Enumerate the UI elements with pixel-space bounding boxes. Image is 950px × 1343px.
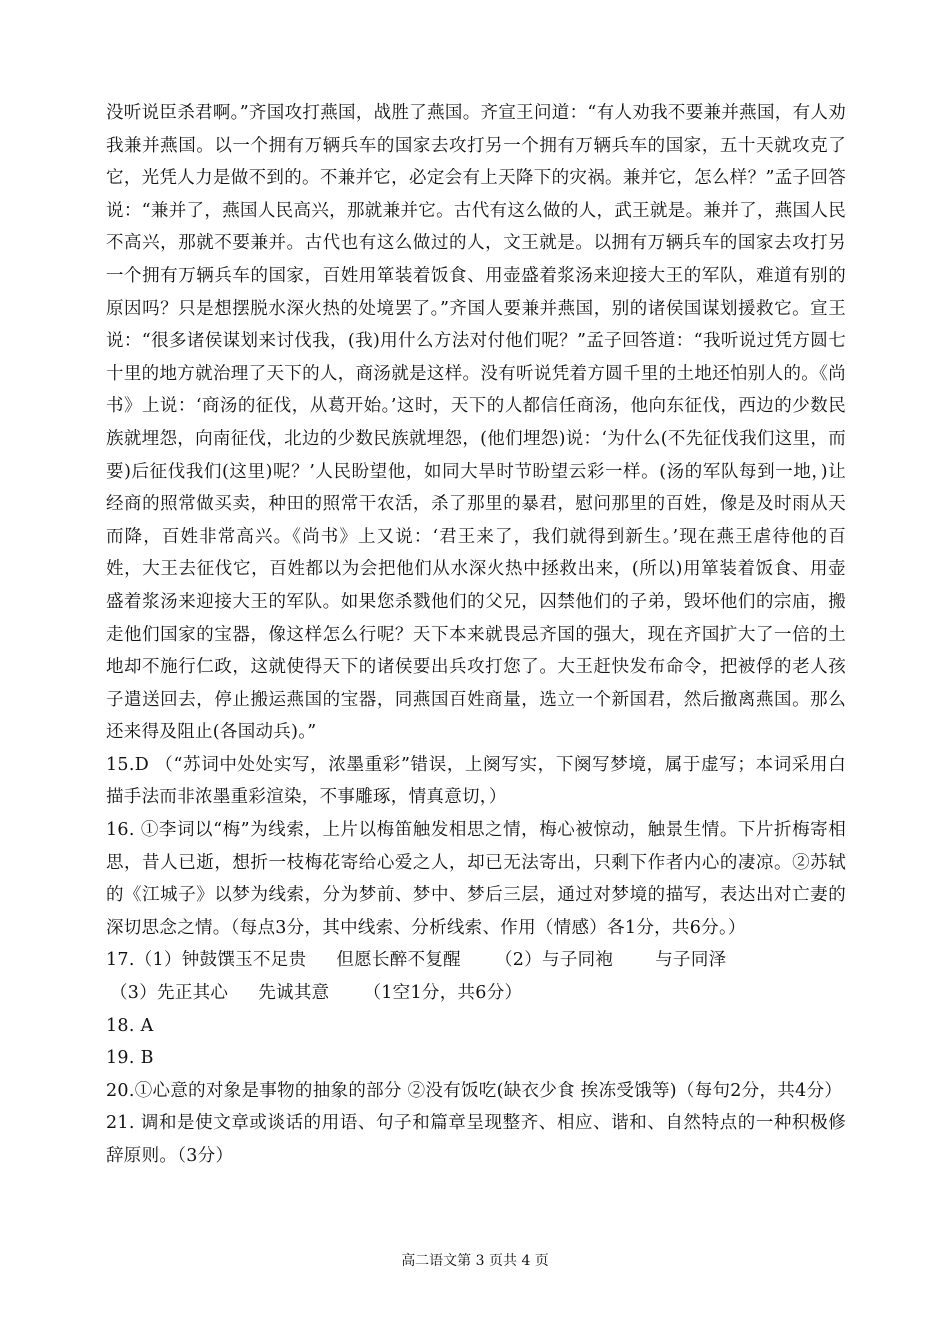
answer-18: 18. A [106, 1015, 154, 1036]
answer-15: 15.D （“苏词中处处实写，浓墨重彩”错误，上阕写实，下阕写梦境，属于虚写；本词采用白描手法而非浓墨重彩渲染，不事雕琢，情真意切，） [106, 754, 846, 808]
answer-17-scoring: （1空1分，共6分） [363, 983, 523, 1004]
answer-16: 16. ①李词以“梅”为线索，上片以梅笛触发相思之情，梅心被惊动，触景生情。下片折梅寄相思，昔人已逝，想折一枝梅花寄给心爱之人，却已无法寄出，只剩下作者内心的凄凉。②苏轼的《江城子》以梦为线索，分为梦前、梦中、梦后三层，通过对梦境的描写，表达出对亡妻的深切思念之情。（每点3分，其中线索、分析线索、作用（情感）各1分，共6分。） [106, 820, 846, 938]
answer-17-line-1 [106, 944, 846, 977]
answer-17-line-2 [106, 977, 846, 1010]
answer-17-blank-3: （2）与子同袍 [494, 950, 614, 971]
answer-17-blank-2: 但愿长醉不复醒 [336, 950, 461, 971]
answer-17-blank-1: 17.（1）钟鼓馔玉不足贵 [106, 950, 307, 971]
answer-17-blank-5: （3）先正其心 [110, 983, 229, 1004]
answer-20: 20.①心意的对象是事物的抽象的部分 ②没有饭吃(缺衣少食 挨冻受饿等)（每句2分，共4分） [106, 1080, 843, 1101]
translation-paragraph: 没听说臣杀君啊。”齐国攻打燕国，战胜了燕国。齐宣王问道：“有人劝我不要兼并燕国，有人劝我兼并燕国。以一个拥有万辆兵车的国家去攻打另一个拥有万辆兵车的国家，五十天就攻克了它，光凭人力是做不到的。不兼并它，必定会有上天降下的灾祸。兼并它，怎么样？”孟子回答说：“兼并了，燕国人民高兴，那就兼并它。古代有这么做的人，武王就是。兼并了，燕国人民不高兴，那就不要兼并。古代也有这么做过的人，文王就是。以拥有万辆兵车的国家去攻打另一个拥有万辆兵车的国家，百姓用箪装着饭食、用壶盛着浆汤来迎接大王的军队，难道有别的原因吗？只是想摆脱水深火热的处境罢了。”齐国人要兼并燕国，别的诸侯国谋划援救它。宣王说：“很多诸侯谋划来讨伐我，(我)用什么方法对付他们呢？”孟子回答道：“我听说过凭方圆七十里的地方就治理了天下的人，商汤就是这样。没有听说凭着方圆千里的土地还怕别人的。《尚书》上说：‘商汤的征伐，从葛开始。’这时，天下的人都信任商汤，他向东征伐，西边的少数民族就埋怨，向南征伐，北边的少数民族就埋怨，(他们埋怨)说：‘为什么(不先征伐我们这里，而要)后征伐我们(这里)呢？’人民盼望他，如同大旱时节盼望云彩一样。(汤的军队每到一地，)让经商的照常做买卖，种田的照常干农活，杀了那里的暴君，慰问那里的百姓，像是及时雨从天而降，百姓非常高兴。《尚书》上又说：‘君王来了，我们就得到新生。’现在燕王虐待他的百姓，大王去征伐它，百姓都以为会把他们从水深火热中拯救出来，(所以)用箪装着饭食、用壶盛着浆汤来迎接大王的军队。如果您杀戮他们的父兄，囚禁他们的子弟，毁坏他们的宗庙，搬走他们国家的宝器，像这样怎么行呢？天下本来就畏忌齐国的强大，现在齐国扩大了一倍的土地却不施行仁政，这就使得天下的诸侯要出兵攻打您了。大王赶快发布命令，把被俘的老人孩子遣送回去，停止搬运燕国的宝器，同燕国百姓商量，选立一个新国君，然后撤离燕国。那么还来得及阻止(各国动兵)。” [106, 103, 846, 743]
answer-19: 19. B [106, 1048, 154, 1069]
answer-17-blank-6: 先诚其意 [258, 983, 330, 1004]
page-content [106, 97, 846, 1173]
answer-21: 21. 调和是使文章或谈话的用语、句子和篇章呈现整齐、相应、谐和、自然特点的一种积极修辞原则。（3分） [106, 1113, 846, 1166]
answer-17-blank-4: 与子同泽 [655, 950, 727, 971]
page-footer: 高二语文第 3 页共 4 页 [401, 1253, 549, 1269]
